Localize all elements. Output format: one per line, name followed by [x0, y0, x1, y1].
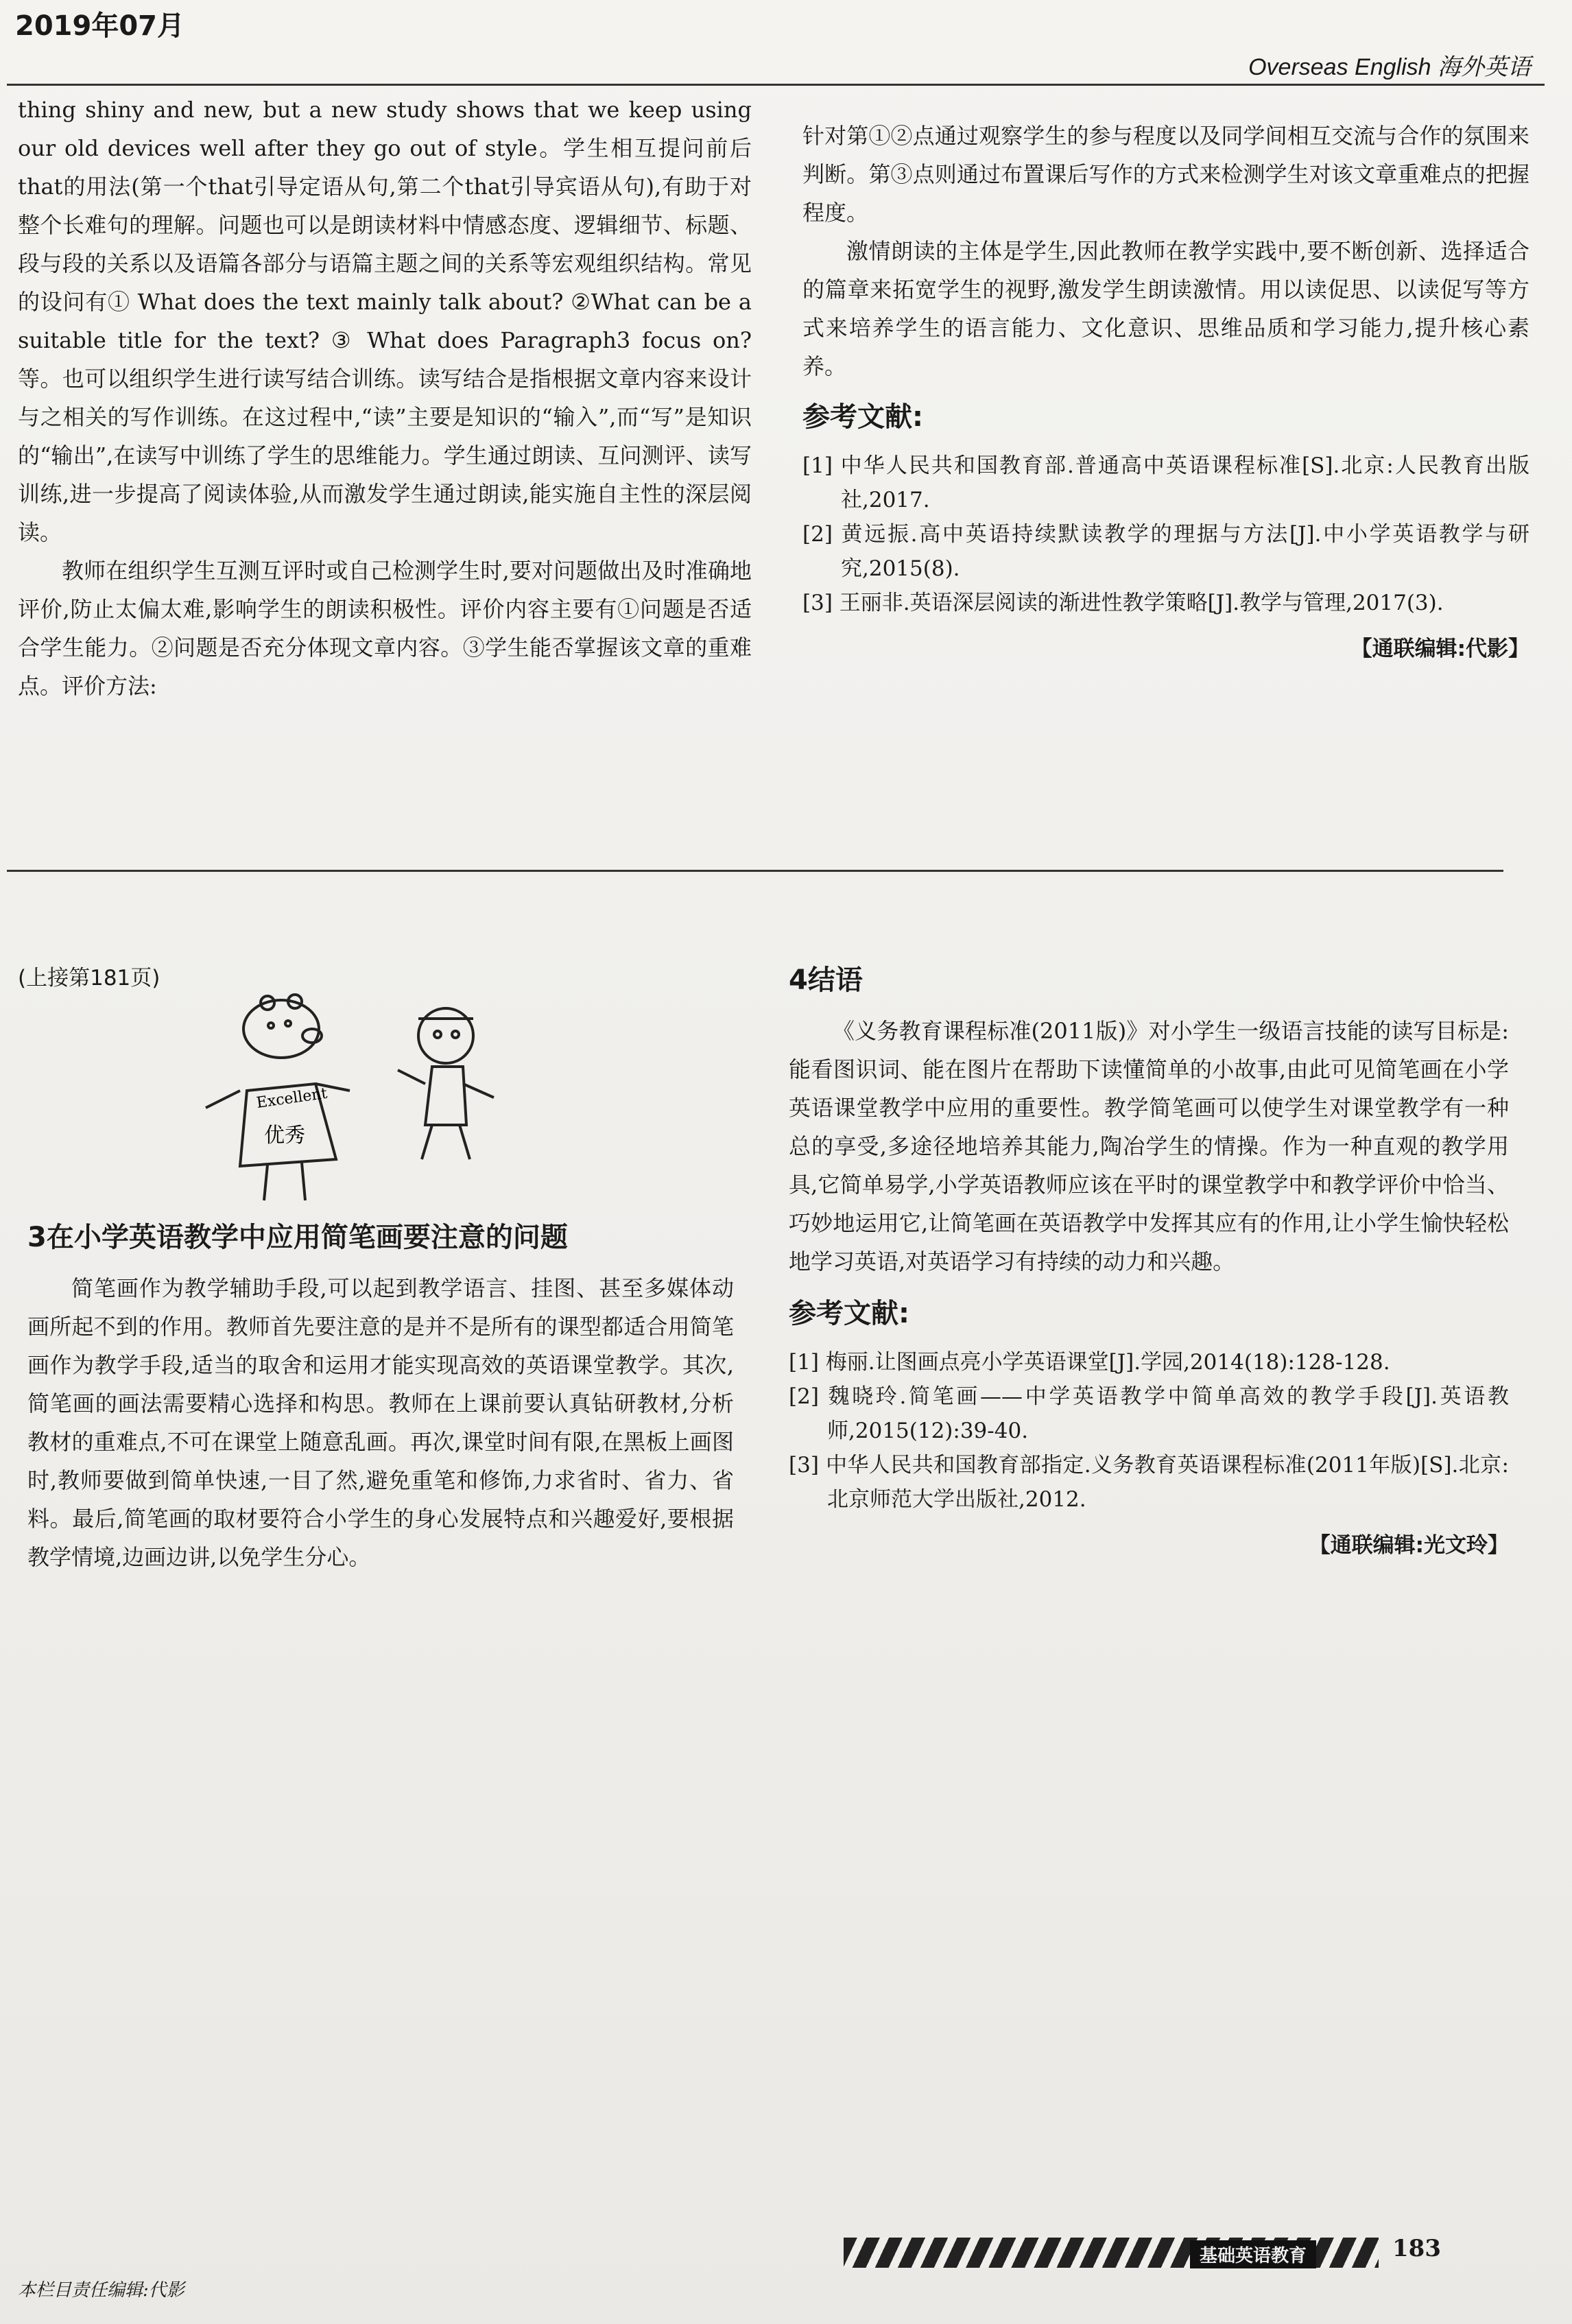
sketch-label-excellent: Excellent: [255, 1084, 329, 1112]
section-4-heading: 4结语: [789, 964, 863, 996]
footer-journal-name: 基础英语教育: [1190, 2240, 1316, 2268]
reference-item: [2] 魏晓玲.简笔画——中学英语教学中简单高效的教学手段[J].英语教师,2015(12):39-40.: [789, 1384, 1509, 1443]
references-list: [789, 1345, 1509, 1517]
body-paragraph: 针对第①②点通过观察学生的参与程度以及同学间相互交流与合作的氛围来判断。第③点则通过布置课后写作的方式来检测学生对该文章重难点的把握程度。: [802, 123, 1529, 226]
issue-date: 2019年07月: [15, 10, 184, 42]
reference-item: [1] 中华人民共和国教育部.普通高中英语课程标准[S].北京:人民教育出版社,2017.: [802, 453, 1529, 512]
journal-title: Overseas English 海外英语: [1248, 54, 1531, 80]
body-paragraph: 教师在组织学生互测互评时或自己检测学生时,要对问题做出及时准确地评价,防止太偏太难,影响学生的朗读积极性。评价内容主要有①问题是否适合学生能力。②问题是否充分体现文章内容。③学生能否掌握该文章的重难点。评价方法:: [18, 558, 752, 699]
body-paragraph: 《义务教育课程标准(2011版)》对小学生一级语言技能的读写目标是:能看图识词、能在图片在帮助下读懂简单的小故事,由此可见简笔画在小学英语课堂教学中应用的重要性。教学简笔画可以使学生对课堂教学有一种总的享受,多途径地培养其能力,陶冶学生的情操。作为一种直观的教学用具,它简单易学,小学英语教师应该在平时的课堂教学中和教学评价中恰当、巧妙地运用它,让简笔画在英语教学中发挥其应有的作用,让小学生愉快轻松地学习英语,对英语学习有持续的动力和兴趣。: [789, 1018, 1509, 1274]
page-number: 183: [1392, 2235, 1441, 2262]
references-heading: 参考文献:: [802, 401, 923, 433]
editor-credit: 【通联编辑:光文玲】: [1309, 1533, 1509, 1558]
editor-credit: 【通联编辑:代影】: [1350, 637, 1529, 661]
article-divider: [7, 870, 1503, 872]
stick-figure-illustration: [192, 988, 549, 1214]
header-rule: [7, 84, 1545, 86]
body-paragraph: thing shiny and new, but a new study shows that we keep using our old devices well after they go out of style。学生相互提问前后that的用法(第一个that引导定语从句,第二个that引导宾语从句),有助于对整个长难句的理解。问题也可以是朗读材料中情感态度、逻辑细节、标题、段与段的关系以及语篇各部分与语篇主题之间的关系等宏观组织结构。常见的设问有① What does the text mainly talk about? ②What can be a suitable title for the text? ③ What does Paragraph3 focus on? 等。也可以组织学生进行读写结合训练。读写结合是指根据文章内容来设计与之相关的写作训练。在这过程中,“读”主要是知识的“输入”,而“写”是知识的“输出”,在读写中训练了学生的思维能力。学生通过朗读、互问测评、读写训练,进一步提高了阅读体验,从而激发学生通过朗读,能实施自主性的深层阅读。: [18, 97, 752, 545]
footer-editor-note: 本栏目责任编辑:代影: [18, 2280, 184, 2301]
reference-item: [3] 中华人民共和国教育部指定.义务教育英语课程标准(2011年版)[S].北京:北京师范大学出版社,2012.: [789, 1453, 1509, 1512]
body-paragraph: 激情朗读的主体是学生,因此教师在教学实践中,要不断创新、选择适合的篇章来拓宽学生的视野,激发学生朗读激情。用以读促思、以读促写等方式来培养学生的语言能力、文化意识、思维品质和学习能力,提升核心素养。: [802, 238, 1529, 379]
top-right-column: [802, 117, 1529, 668]
body-paragraph: 简笔画作为教学辅助手段,可以起到教学语言、挂图、甚至多媒体动画所起不到的作用。教师首先要注意的是并不是所有的课型都适合用简笔画作为教学手段,适当的取舍和运用才能实现高效的英语课堂教学。其次,简笔画的画法需要精心选择和构思。教师在上课前要认真钻研教材,分析教材的重难点,不可在课堂上随意乱画。再次,课堂时间有限,在黑板上画图时,教师要做到简单快速,一目了然,避免重笔和修饰,力求省时、省力、省料。最后,简笔画的取材要符合小学生的身心发展特点和兴趣爱好,要根据教学情境,边画边讲,以免学生分心。: [27, 1275, 734, 1570]
references-list: [802, 449, 1529, 620]
reference-item: [1] 梅丽.让图画点亮小学英语课堂[J].学园,2014(18):128-128.: [789, 1350, 1390, 1375]
continued-note: (上接第181页): [18, 966, 160, 991]
section-3-heading: 3在小学英语教学中应用简笔画要注意的问题: [27, 1222, 568, 1253]
bottom-left-column: [27, 1214, 734, 1576]
references-heading: 参考文献:: [789, 1298, 909, 1329]
sketch-label-youxiu: 优秀: [264, 1124, 305, 1148]
bottom-right-column: [789, 957, 1509, 1565]
reference-item: [2] 黄远振.高中英语持续默读教学的理据与方法[J].中小学英语教学与研究,2015(8).: [802, 522, 1529, 581]
reference-item: [3] 王丽非.英语深层阅读的渐进性教学策略[J].教学与管理,2017(3).: [802, 591, 1444, 615]
top-left-column: [18, 91, 752, 705]
